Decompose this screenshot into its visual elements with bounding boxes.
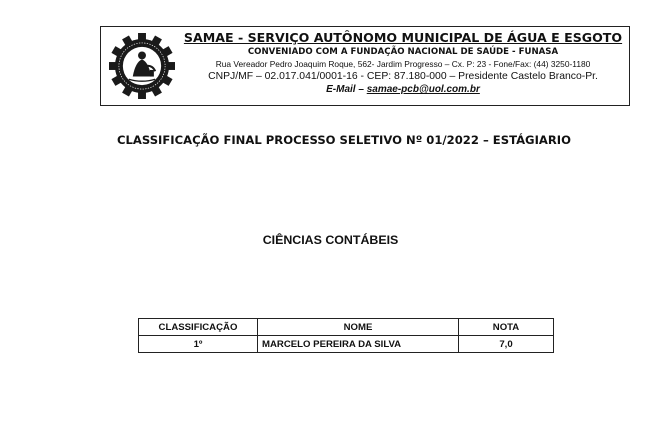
- email-label: E-Mail –: [326, 83, 364, 95]
- letterhead: [100, 26, 630, 106]
- cell-name: MARCELO PEREIRA DA SILVA: [258, 336, 459, 353]
- header-name: NOME: [258, 319, 459, 336]
- samae-seal-icon: [109, 33, 175, 99]
- document-title: CLASSIFICAÇÃO FINAL PROCESSO SELETIVO Nº 01/2022 – ESTÁGIARIO: [117, 133, 571, 147]
- cell-score: 7,0: [459, 336, 554, 353]
- cell-rank: 1º: [139, 336, 258, 353]
- org-cnpj: CNPJ/MF – 02.017.041/0001-16 - CEP: 87.180-000 – Presidente Castelo Branco-Pr.: [208, 70, 598, 82]
- table-header-row: [139, 319, 554, 336]
- org-address: Rua Vereador Pedro Joaquim Roque, 562- Jardim Progresso – Cx. P: 23 - Fone/Fax: (44) 3250-1180: [215, 59, 591, 70]
- header-score: NOTA: [459, 319, 554, 336]
- email-address[interactable]: samae-pcb@uol.com.br: [366, 83, 480, 95]
- section-title: CIÊNCIAS CONTÁBEIS: [262, 233, 399, 247]
- org-name: SAMAE - SERVIÇO AUTÔNOMO MUNICIPAL DE ÁGUA E ESGOTO: [183, 30, 623, 45]
- org-agreement: CONVENIADO COM A FUNDAÇÃO NACIONAL DE SAÚDE - FUNASA: [247, 47, 559, 58]
- table-row: [139, 336, 554, 353]
- header-classification: CLASSIFICAÇÃO: [139, 319, 258, 336]
- org-email-line: [181, 84, 625, 96]
- results-table: [138, 318, 554, 353]
- organization-block: [181, 30, 625, 96]
